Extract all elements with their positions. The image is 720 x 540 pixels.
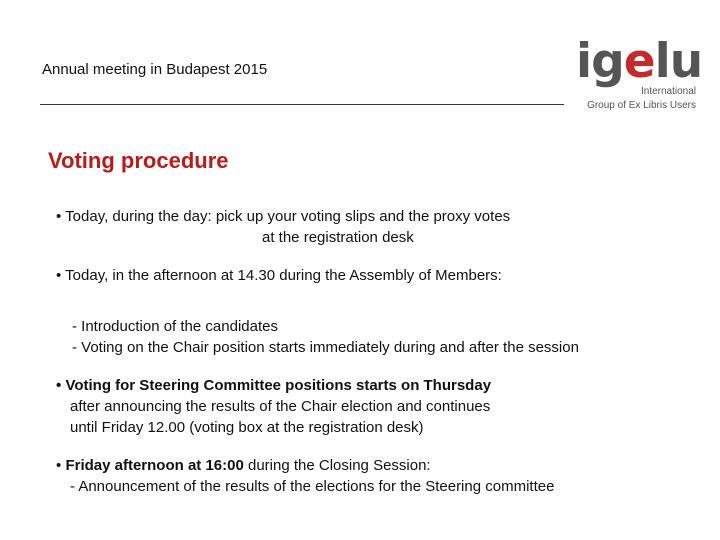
sub-item: - Voting on the Chair position starts immediately during and after the session	[72, 339, 579, 356]
bullet-marker: •	[56, 457, 62, 474]
bullet-item-2	[56, 265, 706, 286]
slide-title: Voting procedure	[48, 148, 229, 173]
sub-item: - Announcement of the results of the elections for the Steering committee	[70, 478, 555, 495]
bullet-item-3	[56, 375, 706, 396]
logo-word-start: ig	[576, 34, 624, 89]
bullet-marker: •	[56, 208, 62, 225]
logo-wordmark	[576, 34, 703, 89]
bullet-marker: •	[56, 267, 62, 284]
bullet-lead: Voting for Steering Committee positions starts on Thursday	[65, 377, 492, 394]
header-divider	[40, 104, 564, 105]
logo-subtitle-1: International	[640, 86, 696, 97]
bullet-text: during the Assembly of Members:	[275, 267, 502, 284]
header-title: Annual meeting in Budapest 2015	[42, 61, 268, 78]
igelu-logo	[576, 34, 703, 118]
bullet-continuation: after announcing the results of the Chair election and continues	[70, 398, 491, 415]
slide-content	[56, 206, 706, 497]
sub-item: - Introduction of the candidates	[72, 318, 278, 335]
logo-word-end: lu	[654, 34, 703, 89]
bullet-lead: Today, during the day	[65, 208, 208, 225]
bullet-continuation: until Friday 12.00 (voting box at the registration desk)	[70, 419, 424, 436]
bullet-lead: Today, in the afternoon at 14.30	[65, 267, 276, 284]
bullet-marker: •	[56, 377, 62, 394]
logo-subtitle-2: Group of Ex Libris Users	[587, 100, 696, 111]
bullet-text: during the Closing Session:	[243, 457, 431, 474]
bullet-lead: Friday afternoon at 16:00	[65, 457, 244, 474]
logo-word-accent: e	[623, 34, 655, 89]
bullet-text: : pick up your voting slips and the proxy votes	[207, 208, 511, 225]
bullet-item-1	[56, 206, 706, 227]
bullet-continuation: at the registration desk	[262, 229, 414, 246]
bullet-item-4	[56, 455, 706, 476]
